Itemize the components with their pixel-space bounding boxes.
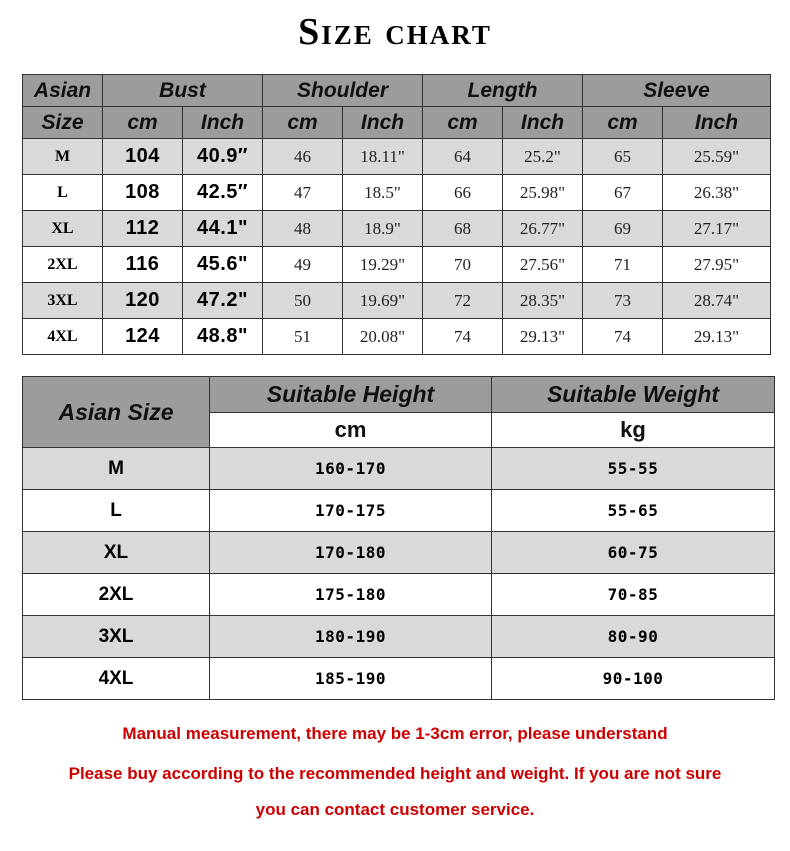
table-cell: 68 xyxy=(423,211,503,247)
table-row xyxy=(23,574,775,616)
table-row xyxy=(23,283,771,319)
weight-cell: 70-85 xyxy=(492,574,775,616)
table-cell: 19.29" xyxy=(343,247,423,283)
table-cell: 48 xyxy=(263,211,343,247)
header-size: Size xyxy=(23,107,103,139)
size-cell: M xyxy=(23,139,103,175)
table-cell: 124 xyxy=(103,319,183,355)
table-row xyxy=(23,319,771,355)
size-cell: M xyxy=(23,448,210,490)
table-cell: 27.56" xyxy=(503,247,583,283)
table-row xyxy=(23,490,775,532)
table-cell: 26.77" xyxy=(503,211,583,247)
header-sleeve: Sleeve xyxy=(583,75,771,107)
weight-cell: 55-55 xyxy=(492,448,775,490)
page-title: Size chart xyxy=(298,11,492,53)
header-length: Length xyxy=(423,75,583,107)
table-cell: 72 xyxy=(423,283,503,319)
unit-header: Inch xyxy=(503,107,583,139)
table-cell: 71 xyxy=(583,247,663,283)
size-cell: 2XL xyxy=(23,247,103,283)
size-cell: 2XL xyxy=(23,574,210,616)
fit-table xyxy=(22,376,775,700)
header-shoulder: Shoulder xyxy=(263,75,423,107)
table-cell: 27.95" xyxy=(663,247,771,283)
table-cell: 67 xyxy=(583,175,663,211)
unit-header: cm xyxy=(423,107,503,139)
table-cell: 25.98" xyxy=(503,175,583,211)
table-cell: 46 xyxy=(263,139,343,175)
table-cell: 50 xyxy=(263,283,343,319)
table-cell: 69 xyxy=(583,211,663,247)
table-cell: 112 xyxy=(103,211,183,247)
table-row xyxy=(23,139,771,175)
size-cell: XL xyxy=(23,532,210,574)
table-cell: 18.11" xyxy=(343,139,423,175)
weight-cell: 55-65 xyxy=(492,490,775,532)
table-cell: 27.17" xyxy=(663,211,771,247)
table-cell: 47 xyxy=(263,175,343,211)
table-cell: 51 xyxy=(263,319,343,355)
weight-unit: kg xyxy=(492,413,775,448)
table-cell: 116 xyxy=(103,247,183,283)
unit-header: cm xyxy=(583,107,663,139)
weight-cell: 90-100 xyxy=(492,658,775,700)
table-cell: 74 xyxy=(583,319,663,355)
table-cell: 47.2" xyxy=(183,283,263,319)
table-cell: 19.69" xyxy=(343,283,423,319)
table-row xyxy=(23,448,775,490)
table-cell: 40.9″ xyxy=(183,139,263,175)
height-cell: 170-175 xyxy=(210,490,492,532)
height-cell: 180-190 xyxy=(210,616,492,658)
table-cell: 26.38" xyxy=(663,175,771,211)
measurement-table xyxy=(22,74,771,355)
size-cell: 3XL xyxy=(23,283,103,319)
size-cell: L xyxy=(23,175,103,211)
table-cell: 45.6" xyxy=(183,247,263,283)
height-cell: 175-180 xyxy=(210,574,492,616)
table-row xyxy=(23,532,775,574)
height-unit: cm xyxy=(210,413,492,448)
size-cell: 4XL xyxy=(23,658,210,700)
table-row xyxy=(23,175,771,211)
height-cell: 160-170 xyxy=(210,448,492,490)
table-cell: 29.13" xyxy=(503,319,583,355)
unit-header: Inch xyxy=(663,107,771,139)
unit-header: Inch xyxy=(183,107,263,139)
table-cell: 18.9" xyxy=(343,211,423,247)
note-contact-service: you can contact customer service. xyxy=(255,800,535,819)
table-row xyxy=(23,616,775,658)
table-cell: 42.5″ xyxy=(183,175,263,211)
unit-header: cm xyxy=(263,107,343,139)
table-cell: 29.13" xyxy=(663,319,771,355)
height-cell: 170-180 xyxy=(210,532,492,574)
header-suitable-weight: Suitable Weight xyxy=(492,377,775,413)
table-cell: 18.5" xyxy=(343,175,423,211)
table-cell: 74 xyxy=(423,319,503,355)
header-asian: Asian xyxy=(23,75,103,107)
table-cell: 25.2" xyxy=(503,139,583,175)
table-cell: 64 xyxy=(423,139,503,175)
size-cell: 3XL xyxy=(23,616,210,658)
table-row xyxy=(23,211,771,247)
table-cell: 49 xyxy=(263,247,343,283)
header-asian-size: Asian Size xyxy=(23,377,210,448)
table-cell: 108 xyxy=(103,175,183,211)
header-bust: Bust xyxy=(103,75,263,107)
table-cell: 120 xyxy=(103,283,183,319)
height-cell: 185-190 xyxy=(210,658,492,700)
table-cell: 73 xyxy=(583,283,663,319)
table-cell: 70 xyxy=(423,247,503,283)
table-cell: 25.59" xyxy=(663,139,771,175)
size-cell: L xyxy=(23,490,210,532)
note-measurement-error: Manual measurement, there may be 1-3cm error, please understand xyxy=(122,724,668,743)
table-cell: 66 xyxy=(423,175,503,211)
table-cell: 65 xyxy=(583,139,663,175)
table-cell: 104 xyxy=(103,139,183,175)
table-cell: 28.35" xyxy=(503,283,583,319)
table-cell: 48.8" xyxy=(183,319,263,355)
table-cell: 44.1" xyxy=(183,211,263,247)
table-row xyxy=(23,247,771,283)
unit-header: Inch xyxy=(343,107,423,139)
unit-header: cm xyxy=(103,107,183,139)
table-cell: 20.08" xyxy=(343,319,423,355)
header-suitable-height: Suitable Height xyxy=(210,377,492,413)
size-cell: XL xyxy=(23,211,103,247)
table-cell: 28.74" xyxy=(663,283,771,319)
note-buy-recommendation: Please buy according to the recommended height and weight. If you are not sure xyxy=(68,764,722,783)
weight-cell: 80-90 xyxy=(492,616,775,658)
size-cell: 4XL xyxy=(23,319,103,355)
table-row xyxy=(23,658,775,700)
weight-cell: 60-75 xyxy=(492,532,775,574)
